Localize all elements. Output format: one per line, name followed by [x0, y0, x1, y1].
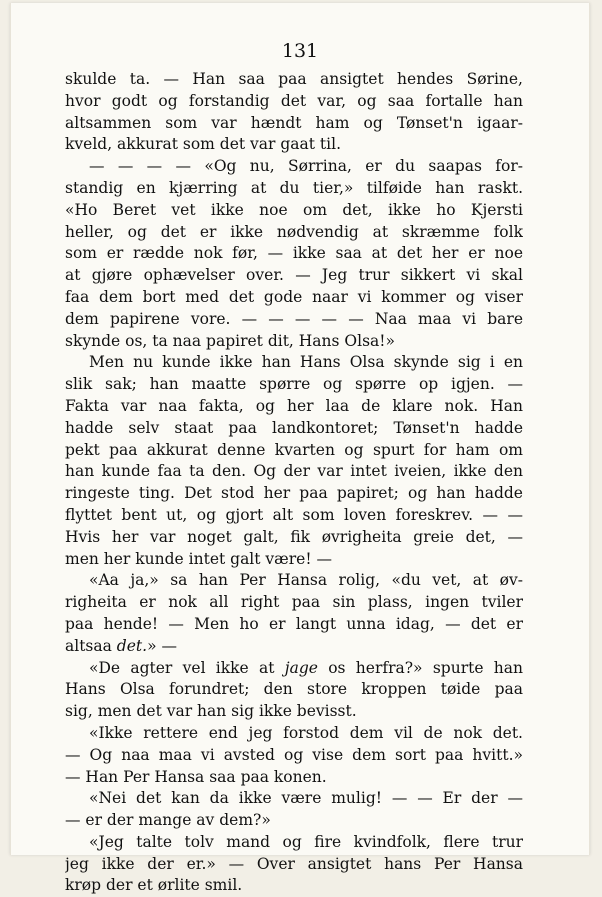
text-line	[65, 658, 523, 680]
text-line	[65, 440, 523, 462]
text-line	[65, 788, 523, 810]
text-line-content: «De agter vel ikke at	[89, 658, 285, 677]
text-line-content: skynde os, ta naa papiret dit, Hans Olsa!»	[65, 331, 395, 350]
text-line-content: Fakta var naa fakta, og her laa de klare nok. Han	[65, 396, 523, 415]
text-line	[65, 810, 523, 832]
text-line-content: krøp der et ørlite smil.	[65, 876, 243, 895]
text-line	[65, 767, 523, 789]
text-line-continuation: os herfra?» spurte han	[317, 658, 523, 677]
text-line	[65, 265, 523, 287]
text-line-content: altsaa	[65, 636, 117, 655]
text-line-content: men her kunde intet galt være! —	[65, 549, 332, 568]
italic-emphasis: det.	[116, 636, 148, 655]
text-line	[65, 875, 523, 897]
text-line-content: standig en kjærring at du tier,» tilføide han raskt.	[65, 178, 523, 197]
text-line-content: sig, men det var han sig ikke bevisst.	[65, 702, 357, 721]
text-line-content: flyttet bent ut, og gjort alt som loven foreskrev. — —	[65, 505, 523, 524]
text-line-content: han kunde faa ta den. Og der var intet iveien, ikke den	[65, 462, 523, 481]
text-line	[65, 854, 523, 876]
page-number: 131	[281, 40, 319, 62]
text-line-content: kveld, akkurat som det var gaat til.	[65, 135, 341, 154]
text-line	[65, 113, 523, 135]
text-line-content: «Ho Beret vet ikke noe om det, ikke ho Kjersti	[65, 200, 523, 219]
text-line	[65, 352, 523, 374]
text-line-content: «Jeg talte tolv mand og fire kvindfolk, flere trur	[89, 832, 523, 851]
text-line-content: altsammen som var hændt ham og Tønset'n igaar-	[65, 113, 523, 132]
text-line-content: «Ikke rettere end jeg forstod dem vil de nok det.	[89, 723, 523, 742]
text-line-content: — Og naa maa vi avsted og vise dem sort paa hvitt.»	[65, 745, 523, 764]
text-line	[65, 636, 523, 658]
text-line-content: som er rædde nok før, — ikke saa at det her er noe	[65, 244, 523, 263]
text-line-content: at gjøre ophævelser over. — Jeg trur sikkert vi skal	[65, 266, 523, 285]
text-line-content: — er der mange av dem?»	[65, 811, 271, 830]
text-line	[65, 614, 523, 636]
text-line	[65, 592, 523, 614]
text-line-content: faa dem bort med det gode naar vi kommer og viser	[65, 287, 523, 306]
text-line-continuation: » —	[147, 636, 177, 655]
text-line	[65, 200, 523, 222]
text-line	[65, 396, 523, 418]
text-line-content: Men nu kunde ikke han Hans Olsa skynde sig i en	[89, 353, 523, 372]
text-line	[65, 527, 523, 549]
text-line	[65, 679, 523, 701]
text-line-content: ringeste ting. Det stod her paa papiret; og han hadde	[65, 484, 523, 503]
text-line	[65, 461, 523, 483]
text-line	[65, 69, 523, 91]
text-line	[65, 156, 523, 178]
text-line	[65, 723, 523, 745]
text-line	[65, 91, 523, 113]
text-line-content: hadde selv staat paa landkontoret; Tønset'n hadde	[65, 418, 523, 437]
text-line	[65, 374, 523, 396]
text-line	[65, 745, 523, 767]
text-line-content: paa hende! — Men ho er langt unna idag, — det er	[65, 614, 523, 633]
text-line	[65, 505, 523, 527]
text-line-content: righeita er nok all right paa sin plass, ingen tviler	[65, 593, 523, 612]
text-line	[65, 309, 523, 331]
text-line-content: skulde ta. — Han saa paa ansigtet hendes Sørine,	[65, 70, 523, 88]
text-line	[65, 701, 523, 723]
text-line-content: «Aa ja,» sa han Per Hansa rolig, «du vet, at øv-	[89, 571, 523, 590]
text-line	[65, 331, 523, 353]
text-line	[65, 549, 523, 571]
text-line	[65, 222, 523, 244]
text-line	[65, 134, 523, 156]
text-line	[65, 483, 523, 505]
text-line-content: — — — — «Og nu, Sørrina, er du saapas for-	[89, 157, 523, 176]
text-line-content: Hvis her var noget galt, fik øvrigheita greie det, —	[65, 527, 523, 546]
text-line	[65, 178, 523, 200]
book-page	[10, 3, 590, 895]
text-line-content: pekt paa akkurat denne kvarten og spurt for ham om	[65, 440, 523, 459]
text-line-content: jeg ikke der er.» — Over ansigtet hans Per Hansa	[65, 854, 523, 873]
text-line	[65, 418, 523, 440]
text-line	[65, 243, 523, 265]
text-line-content: slik sak; han maatte spørre og spørre op igjen. —	[65, 375, 523, 394]
text-line-content: hvor godt og forstandig det var, og saa fortalle han	[65, 91, 523, 110]
text-line	[65, 287, 523, 309]
text-line	[65, 570, 523, 592]
page-body-text	[65, 69, 523, 897]
text-line-content: — Han Per Hansa saa paa konen.	[65, 767, 327, 786]
text-line-content: Hans Olsa forundret; den store kroppen tøide paa	[65, 680, 523, 699]
text-line-content: «Nei det kan da ikke være mulig! — — Er der —	[89, 789, 523, 808]
text-line-content: dem papirene vore. — — — — — Naa maa vi bare	[65, 309, 523, 328]
italic-emphasis: jage	[284, 658, 318, 677]
text-line	[65, 832, 523, 854]
text-line-content: heller, og det er ikke nødvendig at skræmme folk	[65, 222, 523, 241]
